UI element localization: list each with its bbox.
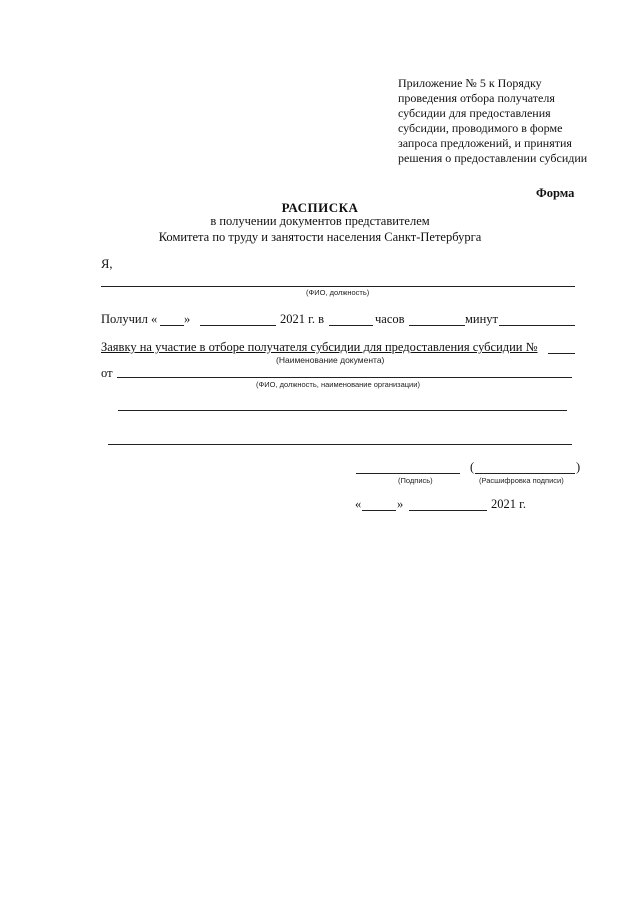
received-hours-label: часов <box>375 312 405 326</box>
document-name: Заявку на участие в отборе получателя субсидии для предоставления субсидии № <box>101 340 538 354</box>
signature-close-paren: ) <box>576 460 581 474</box>
date-day-field[interactable] <box>362 510 396 511</box>
document-subtitle-2: Комитета по труду и занятости населения Санкт-Петербурга <box>158 230 482 244</box>
blank-line-1[interactable] <box>118 410 567 411</box>
from-caption: (ФИО, должность, наименование организации) <box>256 380 420 389</box>
date-open-quote: « <box>355 497 362 511</box>
received-month-field[interactable] <box>200 325 276 326</box>
document-subtitle-1: в получении документов представителем <box>210 214 430 228</box>
form-label: Форма <box>536 186 575 200</box>
signature-line[interactable] <box>356 473 460 474</box>
annex-note: Приложение № 5 к Порядку проведения отбора получателя субсидии для предоставления субсидии, проводимого в форме запроса предложений, и принятия решения о предоставлении субсидии <box>398 76 588 165</box>
received-minutes-label: минут <box>465 312 499 326</box>
fio-line[interactable] <box>101 286 575 287</box>
signature-caption: (Подпись) <box>398 476 433 485</box>
document-caption: (Наименование документа) <box>276 355 385 365</box>
received-prefix: Получил « <box>101 312 158 326</box>
date-close-quote: » <box>397 497 404 511</box>
date-year: 2021 г. <box>491 497 526 511</box>
received-quote-close: » <box>184 312 191 326</box>
date-month-field[interactable] <box>409 510 487 511</box>
document-title: РАСПИСКА <box>281 200 359 215</box>
fio-caption: (ФИО, должность) <box>306 288 370 297</box>
signature-decode-line[interactable] <box>475 473 575 474</box>
blank-line-2[interactable] <box>108 444 572 445</box>
received-minutes-field[interactable] <box>409 325 465 326</box>
from-line[interactable] <box>117 377 572 378</box>
from-label: от <box>101 366 113 380</box>
i-label: Я, <box>101 257 113 271</box>
received-hours-field[interactable] <box>329 325 373 326</box>
signature-decode-caption: (Расшифровка подписи) <box>479 476 564 485</box>
received-day-field[interactable] <box>160 325 184 326</box>
signature-open-paren: ( <box>470 460 475 474</box>
document-number-field[interactable] <box>548 353 575 354</box>
received-year: 2021 г. в <box>280 312 324 326</box>
received-extra-field[interactable] <box>499 325 575 326</box>
